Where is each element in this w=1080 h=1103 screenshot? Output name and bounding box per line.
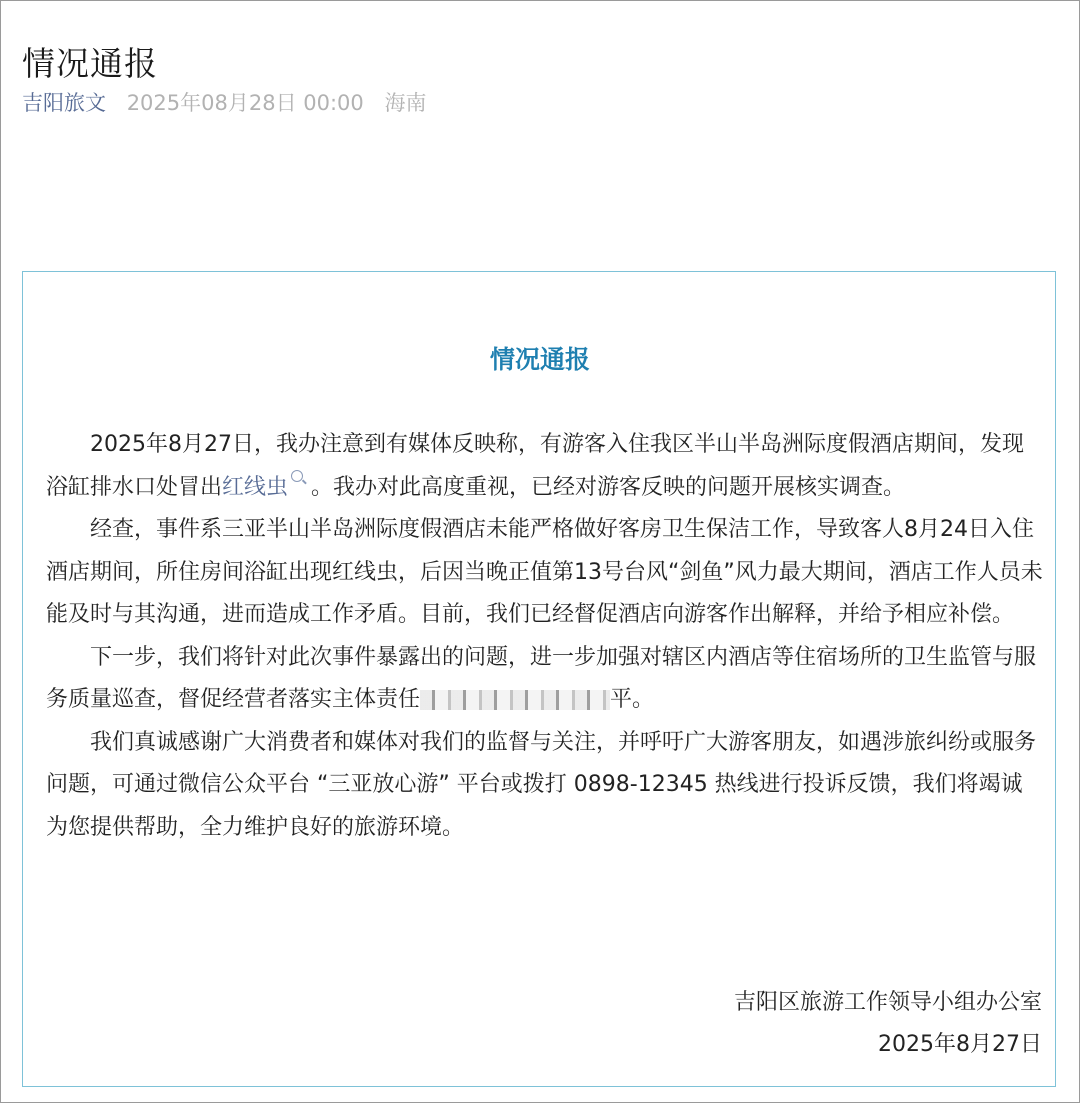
notice-heading: 情况通报 [489, 345, 590, 374]
paragraph-1 [46, 424, 1044, 509]
paragraph-3-text-b: 平。 [610, 687, 655, 712]
publish-date: 2025年08月28日 00:00 [126, 91, 364, 115]
account-name-link[interactable]: 吉阳旅文 [22, 91, 106, 115]
paragraph-1-text-b: 。我办对此高度重视，已经对游客反映的问题开展核实调查。 [311, 474, 906, 500]
publish-location: 海南 [384, 91, 427, 115]
search-icon[interactable] [291, 470, 303, 482]
paragraph-2: 经查，事件系三亚半山半岛洲际度假酒店未能严格做好客房卫生保洁工作，导致客人8月24日入住酒店期间，所住房间浴缸出现红线虫，后因当晚正值第13号台风“剑鱼”风力最大期间，酒店工作人员未能及时与其沟通，进而造成工作矛盾。目前，我们已经督促酒店向游客作出解释，并给予相应补偿。 [46, 517, 1043, 627]
paragraph-3 [46, 637, 1044, 722]
signature [734, 982, 1042, 1066]
paragraph-3-text-a: 下一步，我们将针对此次事件暴露出的问题，进一步加强对辖区内酒店等住宿场所的卫生监管与服务质量巡查，督促经营者落实主体责任 [46, 644, 1037, 712]
article-title: 情况通报 [22, 44, 158, 84]
paragraph-1-text-a: 2025年8月27日，我办注意到有媒体反映称，有游客入住我区半山半岛洲际度假酒店期间，发现浴缸排水口处冒出 [46, 432, 1024, 500]
paragraph-4: 我们真诚感谢广大消费者和媒体对我们的监督与关注，并呼吁广大游客朋友，如遇涉旅纠纷或服务问题，可通过微信公众平台 “三亚放心游” 平台或拨打 0898-12345 热线进行投诉反馈，我们将竭诚为您提供帮助，全力维护良好的旅游环境。 [46, 729, 1037, 840]
notice-body [46, 424, 1044, 849]
redacted-text [420, 690, 610, 710]
article-meta [22, 86, 426, 120]
red-worm-search-link[interactable]: 红线虫 [222, 474, 289, 500]
signature-date: 2025年8月27日 [878, 1032, 1042, 1057]
signature-org: 吉阳区旅游工作领导小组办公室 [733, 990, 1042, 1015]
